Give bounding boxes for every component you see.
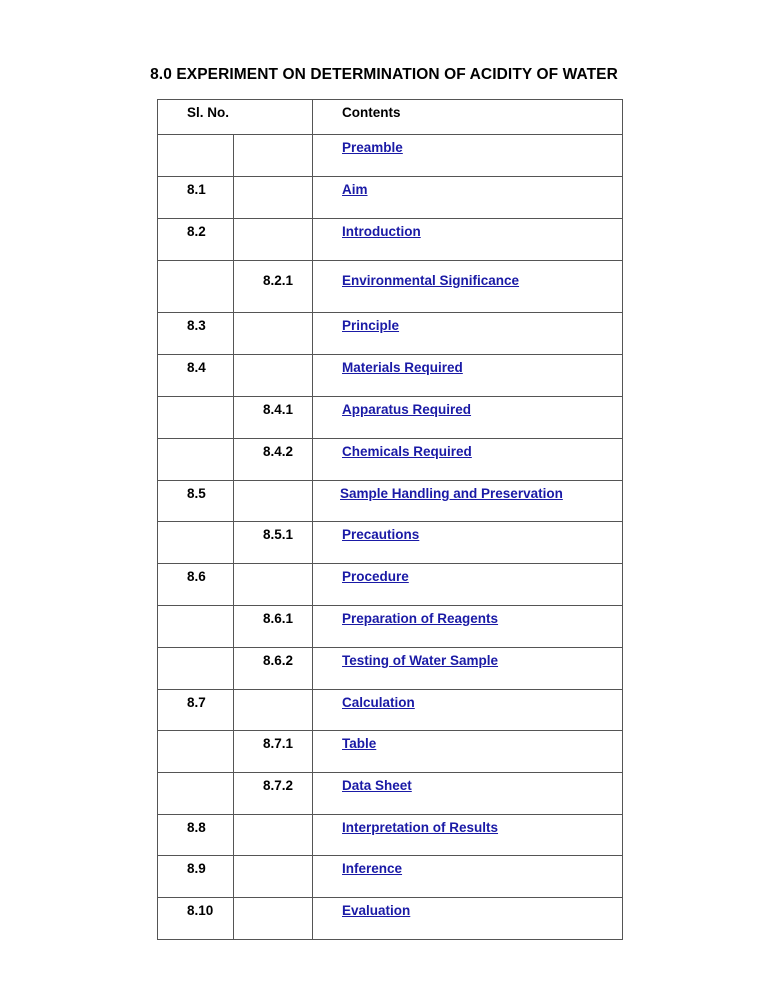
sl-no-cell: 8.1	[158, 177, 234, 219]
toc-link[interactable]: Environmental Significance	[342, 273, 520, 288]
table-row	[158, 355, 623, 397]
toc-link[interactable]: Procedure	[342, 569, 409, 584]
sl-no-cell	[158, 773, 234, 815]
contents-cell	[313, 177, 623, 219]
table-row	[158, 856, 623, 898]
sub-no-cell	[234, 135, 313, 177]
contents-cell	[313, 261, 623, 313]
sub-no-cell	[234, 898, 313, 940]
toc-link[interactable]: Introduction	[342, 224, 421, 239]
toc-link[interactable]: Inference	[342, 861, 403, 876]
contents-cell	[313, 564, 623, 606]
page-title: 8.0 EXPERIMENT ON DETERMINATION OF ACIDITY OF WATER	[150, 66, 618, 83]
contents-cell	[313, 397, 623, 439]
contents-cell	[313, 219, 623, 261]
sub-no-cell	[234, 355, 313, 397]
table-row	[158, 439, 623, 481]
table-row	[158, 397, 623, 439]
header-contents: Contents	[313, 100, 623, 135]
toc-link[interactable]: Precautions	[342, 527, 420, 542]
sl-no-cell: 8.6	[158, 564, 234, 606]
sub-no-cell: 8.6.2	[234, 648, 313, 690]
sub-no-cell	[234, 815, 313, 856]
sl-no-cell	[158, 648, 234, 690]
table-row	[158, 773, 623, 815]
sub-no-cell	[234, 177, 313, 219]
toc-link[interactable]: Interpretation of Results	[342, 820, 499, 835]
sub-no-cell	[234, 219, 313, 261]
sl-no-cell: 8.3	[158, 313, 234, 355]
table-row	[158, 313, 623, 355]
contents-cell	[313, 439, 623, 481]
sl-no-cell	[158, 135, 234, 177]
table-row	[158, 261, 623, 313]
table-row	[158, 898, 623, 940]
contents-cell	[313, 522, 623, 564]
toc-link[interactable]: Apparatus Required	[342, 402, 472, 417]
sl-no-cell	[158, 397, 234, 439]
table-row	[158, 606, 623, 648]
toc-link[interactable]: Principle	[342, 318, 400, 333]
toc-link[interactable]: Preamble	[342, 140, 403, 155]
toc-link[interactable]: Data Sheet	[342, 778, 412, 793]
contents-cell	[313, 135, 623, 177]
sl-no-cell: 8.2	[158, 219, 234, 261]
table-row	[158, 522, 623, 564]
contents-cell	[313, 773, 623, 815]
contents-cell	[313, 606, 623, 648]
toc-link[interactable]: Materials Required	[342, 360, 463, 375]
toc-link[interactable]: Table	[342, 736, 377, 751]
sl-no-cell: 8.10	[158, 898, 234, 940]
table-row	[158, 177, 623, 219]
contents-cell	[313, 648, 623, 690]
sub-no-cell	[234, 481, 313, 522]
sl-no-cell	[158, 439, 234, 481]
toc-link[interactable]: Aim	[342, 182, 368, 197]
contents-cell	[313, 898, 623, 940]
toc-link[interactable]: Sample Handling and Preservation	[340, 486, 563, 501]
sub-no-cell: 8.7.1	[234, 731, 313, 773]
toc-link[interactable]: Chemicals Required	[342, 444, 472, 459]
sub-no-cell: 8.5.1	[234, 522, 313, 564]
sl-no-cell: 8.7	[158, 690, 234, 731]
sl-no-cell: 8.4	[158, 355, 234, 397]
contents-cell	[313, 856, 623, 898]
table-row	[158, 481, 623, 522]
toc-link[interactable]: Evaluation	[342, 903, 411, 918]
contents-table	[157, 99, 623, 940]
sub-no-cell	[234, 690, 313, 731]
sl-no-cell: 8.9	[158, 856, 234, 898]
table-row	[158, 690, 623, 731]
contents-cell	[313, 690, 623, 731]
table-row	[158, 564, 623, 606]
table-row	[158, 219, 623, 261]
contents-cell	[313, 731, 623, 773]
sl-no-cell	[158, 606, 234, 648]
table-row	[158, 135, 623, 177]
toc-link[interactable]: Preparation of Reagents	[342, 611, 499, 626]
sl-no-cell: 8.8	[158, 815, 234, 856]
sub-no-cell: 8.4.1	[234, 397, 313, 439]
sub-no-cell: 8.4.2	[234, 439, 313, 481]
table-header-row	[158, 100, 623, 135]
sub-no-cell: 8.7.2	[234, 773, 313, 815]
sl-no-cell	[158, 731, 234, 773]
sl-no-cell	[158, 261, 234, 313]
toc-link[interactable]: Testing of Water Sample	[342, 653, 499, 668]
sub-no-cell	[234, 564, 313, 606]
table-row	[158, 815, 623, 856]
sub-no-cell: 8.6.1	[234, 606, 313, 648]
contents-cell	[313, 481, 623, 522]
header-sl-no: Sl. No.	[158, 100, 313, 135]
toc-link[interactable]: Calculation	[342, 695, 415, 710]
sub-no-cell: 8.2.1	[234, 261, 313, 313]
sl-no-cell	[158, 522, 234, 564]
sub-no-cell	[234, 313, 313, 355]
sub-no-cell	[234, 856, 313, 898]
contents-cell	[313, 815, 623, 856]
contents-cell	[313, 313, 623, 355]
table-row	[158, 731, 623, 773]
sl-no-cell: 8.5	[158, 481, 234, 522]
contents-cell	[313, 355, 623, 397]
table-row	[158, 648, 623, 690]
